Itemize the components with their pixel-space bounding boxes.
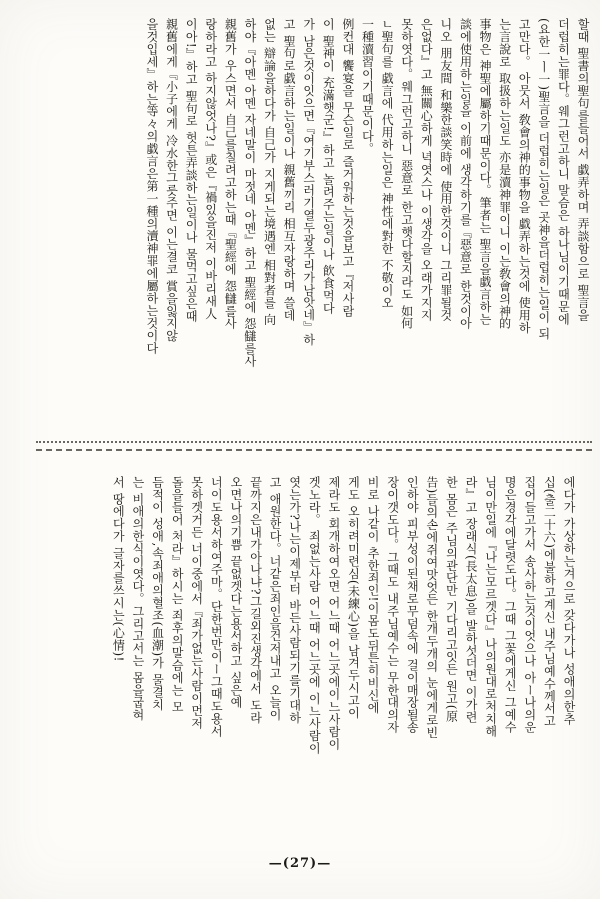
text-column: 고만다。 아뭇서 敎會의神的事物을 戱弄하는것에 使用하 bbox=[517, 18, 532, 334]
text-column: (요한一ㅣ一)聖言을 더럽히는일은 곳神을더럽히는일이 되 bbox=[536, 18, 551, 340]
lower-text-block bbox=[48, 476, 578, 848]
text-column: 一種瀆習이기때문이다。 bbox=[360, 18, 375, 155]
text-column: 게도 오히려미련심(未練心)을 남겨두시고이 bbox=[346, 476, 361, 719]
text-column: 비로 나같이 추한죄인!이몸도뒤튼히비신에 bbox=[366, 476, 381, 714]
text-column: 듬적이 성애,속죄애의혈조(血潮)가 물결치 bbox=[150, 476, 165, 711]
text-column: 告)들의손에쥐여맛엇든 한개두개의 눈에게로빈 bbox=[424, 476, 439, 739]
upper-text-block bbox=[44, 18, 592, 426]
text-column: 談에使用하는일을 이前에 생각하기를『惡意로 한것이아 bbox=[458, 18, 473, 330]
text-column: 가 남은것이잇으면『여기부스러기열두광주리가남앗네』하 bbox=[301, 18, 316, 346]
text-column: 할때 聖書의聖句를들어서 戱弄하며 弄談함으로 聖言을 bbox=[576, 18, 590, 322]
text-column: 에다가 가상하는겨으로 갖다가나 성애의한추 bbox=[562, 476, 576, 726]
text-column: 십(출二十六)에불하고계신 내주님예수께서고 bbox=[542, 476, 557, 728]
text-column: 제라도 회개하여오면 어느때 어느곳에이느사람이 bbox=[326, 476, 341, 751]
text-column: 랑하라고 하지않엇나?』或은『禍있을진저 이바리새人 bbox=[203, 18, 218, 320]
text-column: 서 땅에다가 글자를쓰시는(心情)! bbox=[111, 476, 126, 662]
text-column: 너이도용서하여주마。단한번만이ー그때도용서 bbox=[209, 476, 224, 738]
text-column: 親舊에게『小子에게 冷水한그릇주면 이는결코 賞을잃지않 bbox=[164, 18, 179, 343]
page-number: —(27)— bbox=[268, 856, 332, 871]
text-column: 한 몸은 주님의관단만 기다리고잇든 원고(原 bbox=[444, 476, 459, 723]
text-column: 고 애원한다。너같은죄인을건저내고 오늘이 bbox=[268, 476, 283, 722]
text-column: 오면나의기쁨 끝없겟다는용서하고 싶은예 bbox=[228, 476, 243, 709]
text-column: 例컨대 饗宴을 무슨일로 즐거워하는것을보고『저사람 bbox=[340, 18, 355, 318]
section-divider bbox=[36, 441, 592, 451]
text-column: 못하겟거든 너이중에서『죄가없는사람이먼저 bbox=[189, 476, 204, 730]
text-column: 는言說로 取扱하는일도 亦是瀆神罪이니 이는敎會의神的 bbox=[497, 18, 512, 330]
text-column: 는 비애의한식이엿다。그리고서는 몸을굽혀 bbox=[130, 476, 145, 722]
text-column: 은없다』고 無關心하게 녁엿스나 이생각을 오래가지지 bbox=[419, 18, 434, 322]
text-column: 더럽히는罪다。웨그런고하니 말슴은 하나님이기때문에 bbox=[556, 18, 571, 326]
text-column: 事物은 神聖에屬하기때문이다。筆者는 聖言을戱言하는 bbox=[478, 18, 493, 326]
text-column: 인하야 피부성이된채로무덤속에 걸이매장될송 bbox=[405, 476, 420, 734]
text-column: 끝까지은내가아나냐?그길외진생각에서 도라 bbox=[248, 476, 263, 724]
text-column: 집어들고가서 송사하는것이엇으나 아ー나의운 bbox=[522, 476, 537, 734]
text-column: 엿는가?나는이제부터 바든사람되기를기대하 bbox=[287, 476, 302, 724]
text-column: 을것입세』하는等々의戱言은第一種의瀆神罪에屬하는것이다 bbox=[144, 18, 159, 355]
text-column: 없는 辯論을하다가 自己가 지게되는境遇엔 相對者를 向 bbox=[262, 18, 277, 326]
text-column: 니오 朋友間 和樂한談笑時에 使用한것이니 그리罪될것 bbox=[438, 18, 453, 322]
text-column: 장이갯도다。그때도 내주님예수는 무한대의자 bbox=[385, 476, 400, 734]
text-column: 겟노라。 죄없는사람 어느때 어느곳에 이느사람이 bbox=[307, 476, 322, 755]
text-column: 親舊가 우스면서 自己를칠려고하는때『聖經에 怨讎를사 bbox=[223, 18, 238, 330]
text-column: 하야『아멘 아멘 자네말이 마젓네 아멘』하고 聖經에 怨讎를사 bbox=[242, 18, 257, 368]
text-column: 돌을들어 처라』하시는 죄후의말슴에는 모 bbox=[170, 476, 185, 713]
text-column: 이아!』하고 聖句로 헛튼弄談하는일이나 물먹고싶은때 bbox=[184, 18, 199, 323]
text-column: 명은경각에달렷도다。그때 그꽃에게신 그예수 bbox=[503, 476, 518, 734]
text-column: 님이만일에『나는모르겟다』나의원대로처치해 bbox=[483, 476, 498, 738]
text-column: 이 聖神이 充滿햇군!』하고 놀려주는일이나 飮食먹다 bbox=[321, 18, 336, 315]
text-column: 고 聖句로戱言하는일이나 親舊끼리 相互자랑하며 쓸데 bbox=[282, 18, 297, 322]
text-column: ㄴ聖句를 戱言에 代用하는일은 神性에對한 不敬이오 bbox=[380, 18, 395, 309]
text-column: 못하엿다。웨그런고하니 惡意로 한고햇다할지라도 如何 bbox=[399, 18, 414, 330]
text-column: 라』고 장래식(長太息)을 발하섯더면 이가련 bbox=[464, 476, 479, 724]
